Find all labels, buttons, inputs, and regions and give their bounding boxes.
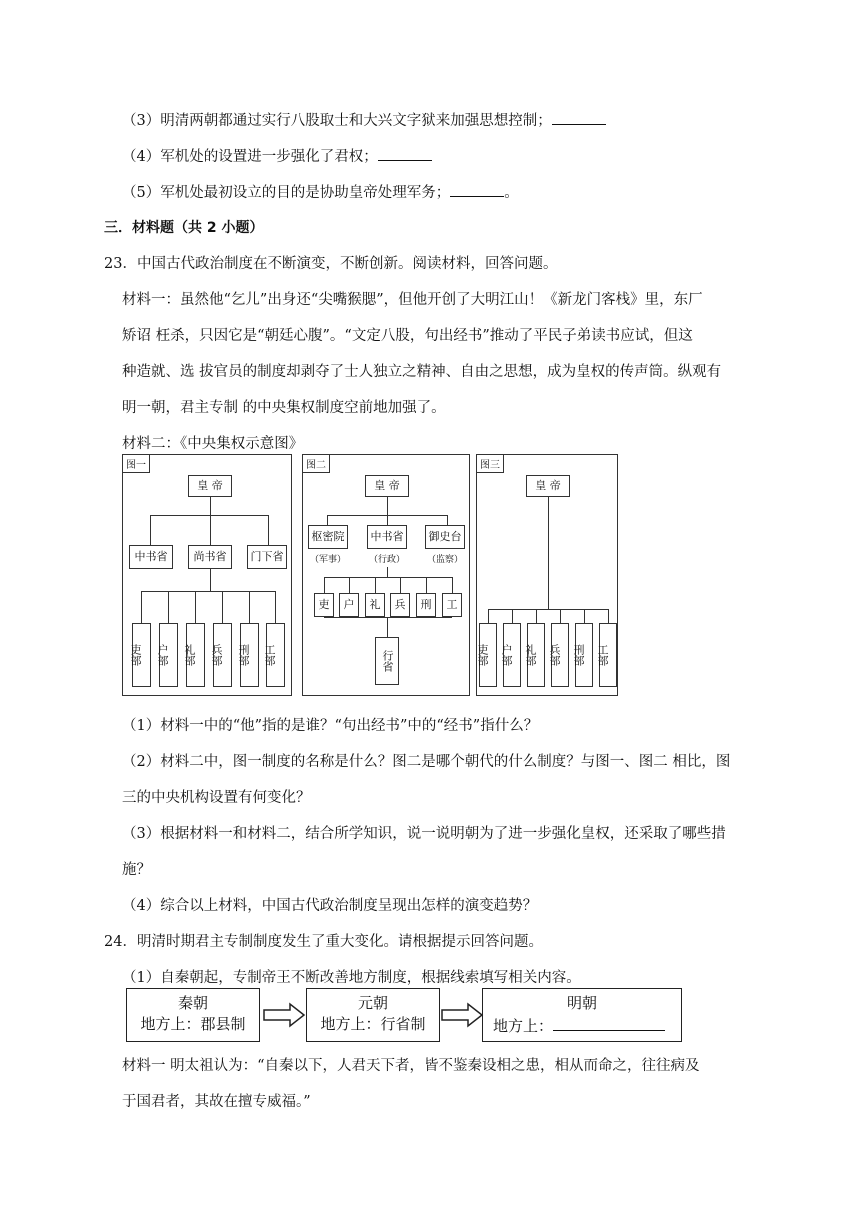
question-4: （4）军机处的设置进一步强化了君权； <box>122 146 432 167</box>
dept-box: 刑 <box>416 593 436 617</box>
mid-box: 枢密院 <box>308 525 348 549</box>
dept-box: 吏部 <box>132 623 151 687</box>
flow-local: 地方上：郡县制 <box>140 1015 246 1033</box>
flow-dynasty: 元朝 <box>357 994 388 1012</box>
emperor-box: 皇 帝 <box>188 475 232 497</box>
dept-box: 兵部 <box>213 623 232 687</box>
material-1-line-1: 材料一：虽然他“乞儿”出身还“尖嘴猴腮”，但他开创了大明江山！《新龙门客栈》里，东厂 <box>122 292 703 308</box>
answer-blank[interactable] <box>553 1014 665 1031</box>
flow-box-ming <box>482 988 682 1042</box>
flow-dynasty: 明朝 <box>566 994 597 1012</box>
mid-sub-label: （行政） <box>368 555 405 565</box>
question-23-2-line-1: （2）材料二中，图一制度的名称是什么？图二是哪个朝代的什么制度？与图一、图二 相比，图 <box>122 754 731 770</box>
mid-box: 中书省 <box>367 525 407 549</box>
dept-box: 礼 <box>365 593 385 617</box>
material-1-line-4: 明一朝，君主专制 的中央集权制度空前地加强了。 <box>122 400 446 416</box>
arrow-right-icon <box>440 1002 484 1028</box>
dept-box: 户部 <box>159 623 178 687</box>
dept-box: 礼部 <box>186 623 205 687</box>
material-1-line-2: 矫诏 枉杀，只因它是“朝廷心腹”。“文定八股，句出经书”推动了平民子弟读书应试，但这 <box>122 328 693 344</box>
question-5: （5）军机处最初设立的目的是协助皇帝处理军务； 。 <box>122 182 519 203</box>
dept-box: 户 <box>339 593 359 617</box>
dept-box: 兵部 <box>551 623 569 687</box>
question-23-1: （1）材料一中的“他”指的是谁？“句出经书”中的“经书”指什么？ <box>122 718 539 734</box>
flow-local: 地方上： <box>493 1017 554 1035</box>
question-3: （3）明清两朝都通过实行八股取士和大兴文字狱来加强思想控制； <box>122 110 606 131</box>
dept-box: 吏部 <box>479 623 497 687</box>
flow-box-yuan <box>306 988 440 1042</box>
question-23-2-line-2: 三的中央机构设置有何变化？ <box>122 790 311 806</box>
dept-box: 刑部 <box>240 623 259 687</box>
question-24-1: （1）自秦朝起，专制帝王不断改善地方制度，根据线索填写相关内容。 <box>122 970 581 986</box>
dept-box: 户部 <box>503 623 521 687</box>
figure-3 <box>476 454 618 696</box>
material-24-line-1: 材料一 明太祖认为：“自秦以下，人君天下者，皆不鉴秦设相之患，相从而命之，往往病及 <box>122 1058 700 1074</box>
flow-box-qin <box>126 988 260 1042</box>
flow-local: 地方上：行省制 <box>320 1015 426 1033</box>
dept-box: 工部 <box>266 623 285 687</box>
material-1-line-3: 种造就、选 拔官员的制度却剥夺了士人独立之精神、自由之思想，成为皇权的传声筒。纵观有 <box>122 364 722 380</box>
question-23-4: （4）综合以上材料，中国古代政治制度呈现出怎样的演变趋势？ <box>122 898 538 914</box>
question-24: 24．明清时期君主专制制度发生了重大变化。请根据提示回答问题。 <box>104 934 543 950</box>
dept-box: 工部 <box>599 623 617 687</box>
figure-2-tag: 图二 <box>303 455 330 473</box>
province-box: 行省 <box>375 637 399 685</box>
question-23-3-line-1: （3）根据材料一和材料二，结合所学知识，说一说明朝为了进一步强化皇权，还采取了哪些措 <box>122 826 726 842</box>
flow-dynasty: 秦朝 <box>177 994 208 1012</box>
emperor-box: 皇 帝 <box>365 475 409 497</box>
dept-box: 工 <box>442 593 462 617</box>
mid-box: 中书省 <box>129 545 173 569</box>
mid-box: 门下省 <box>247 545 287 569</box>
figure-2 <box>302 454 470 696</box>
mid-box: 尚书省 <box>188 545 232 569</box>
arrow-right-icon <box>262 1002 306 1028</box>
dept-box: 礼部 <box>527 623 545 687</box>
dept-box: 兵 <box>390 593 410 617</box>
answer-blank[interactable] <box>450 182 504 197</box>
question-23: 23．中国古代政治制度在不断演变，不断创新。阅读材料，回答问题。 <box>104 256 558 272</box>
figure-3-tag: 图三 <box>477 455 504 473</box>
mid-sub-label: （军事） <box>309 555 346 565</box>
material-24-line-2: 于国君者，其故在擅专威福。” <box>122 1094 311 1110</box>
emperor-box: 皇 帝 <box>526 475 570 497</box>
material-2-title: 材料二：《中央集权示意图》 <box>122 436 304 452</box>
figure-1 <box>122 454 292 696</box>
section-title: 三．材料题（共 2 小题） <box>104 220 264 236</box>
dept-box: 刑部 <box>575 623 593 687</box>
mid-sub-label: （监察） <box>426 555 463 565</box>
mid-box: 御史台 <box>425 525 465 549</box>
answer-blank[interactable] <box>552 110 606 125</box>
answer-blank[interactable] <box>378 146 432 161</box>
question-23-3-line-2: 施？ <box>122 862 151 878</box>
dept-box: 吏 <box>314 593 334 617</box>
figure-1-tag: 图一 <box>123 455 150 473</box>
